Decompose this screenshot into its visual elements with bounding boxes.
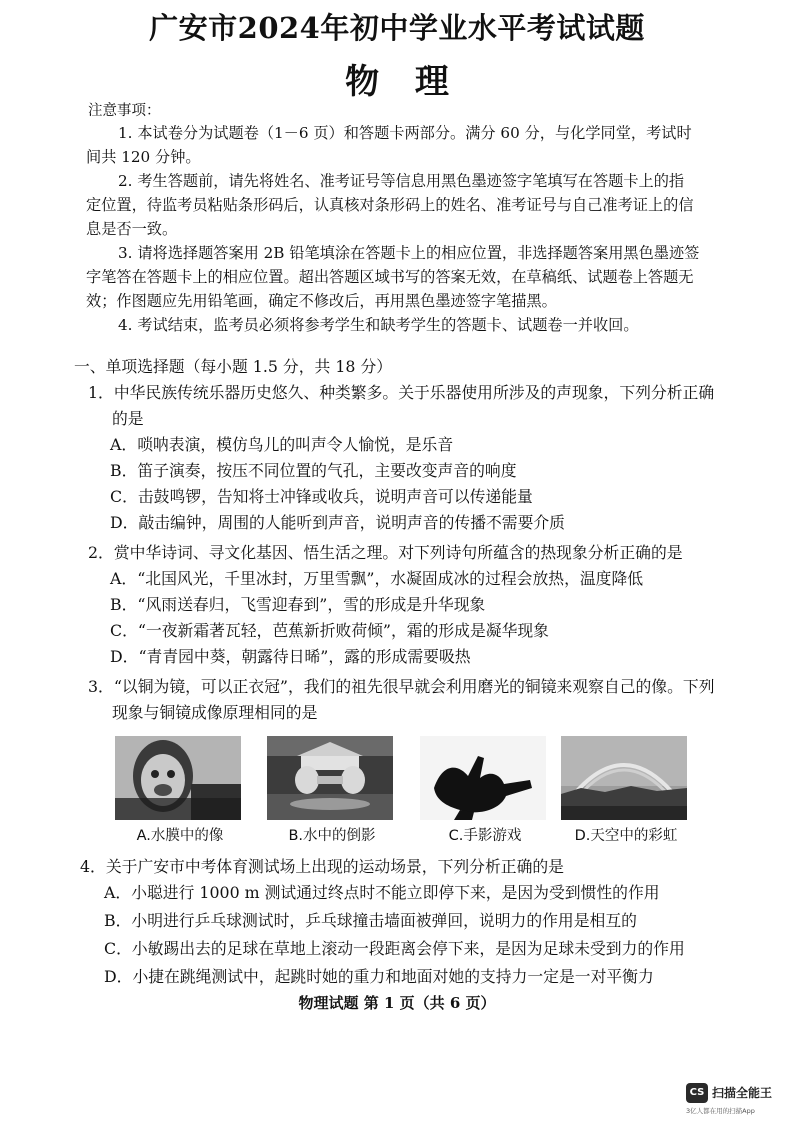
figure-a <box>115 736 245 845</box>
figure-d-caption: D.天空中的彩虹 <box>574 828 678 844</box>
notice-line: 效；作图题应先用铅笔画，确定不修改后，再用黑色墨迹签字笔描黑。 <box>86 292 557 310</box>
question-4-option-a: A．小聪进行 1000 m 测试通过终点时不能立即停下来，是因为受到惯性的作用 <box>104 883 660 902</box>
hand-shadow-photo <box>420 736 546 820</box>
figure-d <box>561 736 691 845</box>
figure-b <box>267 736 397 845</box>
water-film-photo <box>115 736 241 820</box>
notice-line: 息是否一致。 <box>86 220 178 238</box>
notice-heading: 注意事项： <box>88 103 161 119</box>
exam-title: 广安市2024年初中学业水平考试试题 <box>149 11 645 45</box>
section-heading: 一、单项选择题（每小题 1.5 分，共 18 分） <box>74 357 393 376</box>
figure-a-caption: A.水膜中的像 <box>136 828 224 844</box>
notice-line: 字笔答在答题卡上的相应位置。超出答题区域书写的答案无效，在草稿纸、试题卷上答题无 <box>86 268 694 286</box>
notice-line: 1. 本试卷分为试题卷（1－6 页）和答题卡两部分。满分 60 分，与化学同堂，考试时 <box>118 124 692 142</box>
notice-line: 定位置，待监考员粘贴条形码后，认真核对条形码上的姓名、准考证号与自己准考证上的信 <box>86 196 694 214</box>
notice-line: 3. 请将选择题答案用 2B 铅笔填涂在答题卡上的相应位置，非选择题答案用黑色墨迹签 <box>118 244 700 262</box>
watermark-name: 扫描全能王 <box>712 1086 773 1100</box>
question-2-option-d: D．“青青园中葵，朝露待日晞”，露的形成需要吸热 <box>110 647 471 666</box>
page-footer: 物理试题 第 1 页（共 6 页） <box>298 994 496 1012</box>
notice-line: 4. 考试结束，监考员必须将参考学生和缺考学生的答题卡、试题卷一并收回。 <box>118 316 639 334</box>
figure-b-caption: B.水中的倒影 <box>288 828 376 844</box>
question-2-stem: 2．赏中华诗词、寻文化基因、悟生活之理。对下列诗句所蕴含的热现象分析正确的是 <box>88 543 683 562</box>
question-1-stem-cont: 的是 <box>112 409 144 428</box>
water-reflection-photo <box>267 736 393 820</box>
question-3-stem-cont: 现象与铜镜成像原理相同的是 <box>112 703 318 722</box>
question-3-stem: 3．“以铜为镜，可以正衣冠”，我们的祖先很早就会利用磨光的铜镜来观察自己的像。下列 <box>88 677 715 696</box>
question-2-option-b: B．“风雨送春归，飞雪迎春到”，雪的形成是升华现象 <box>110 595 486 614</box>
question-4-option-b: B．小明进行乒乓球测试时，乒乓球撞击墙面被弹回，说明力的作用是相互的 <box>104 911 637 930</box>
question-1-stem: 1．中华民族传统乐器历史悠久、种类繁多。关于乐器使用所涉及的声现象，下列分析正确 <box>88 383 715 402</box>
question-4-option-c: C．小敏踢出去的足球在草地上滚动一段距离会停下来，是因为足球未受到力的作用 <box>104 939 685 958</box>
question-4-option-d: D．小捷在跳绳测试中，起跳时她的重力和地面对她的支持力一定是一对平衡力 <box>104 967 654 986</box>
rainbow-photo <box>561 736 687 820</box>
figure-c-caption: C.手影游戏 <box>448 828 522 844</box>
question-4-stem: 4．关于广安市中考体育测试场上出现的运动场景，下列分析正确的是 <box>80 857 564 876</box>
figure-c <box>420 736 550 845</box>
question-3-figures <box>115 736 725 848</box>
subject-title: 物 理 <box>345 62 449 102</box>
scanner-watermark <box>686 1083 792 1119</box>
question-1-option-a: A．唢呐表演，模仿鸟儿的叫声令人愉悦，是乐音 <box>110 435 454 454</box>
notice-line: 2. 考生答题前，请先将姓名、准考证号等信息用黑色墨迹签字笔填写在答题卡上的指 <box>118 172 685 190</box>
watermark-slogan: 3亿人都在用的扫描App <box>686 1107 755 1115</box>
question-1-option-c: C．击鼓鸣锣，告知将士冲锋或收兵，说明声音可以传递能量 <box>110 487 533 506</box>
question-2-option-c: C．“一夜新霜著瓦轻，芭蕉新折败荷倾”，霜的形成是凝华现象 <box>110 621 549 640</box>
camscanner-logo-icon: CS <box>686 1083 708 1103</box>
question-2-option-a: A．“北国风光，千里冰封，万里雪飘”，水凝固成冰的过程会放热，温度降低 <box>110 569 644 588</box>
notice-line: 间共 120 分钟。 <box>86 148 201 166</box>
question-1-option-d: D．敲击编钟，周围的人能听到声音，说明声音的传播不需要介质 <box>110 513 565 532</box>
question-1-option-b: B．笛子演奏，按压不同位置的气孔，主要改变声音的响度 <box>110 461 517 480</box>
